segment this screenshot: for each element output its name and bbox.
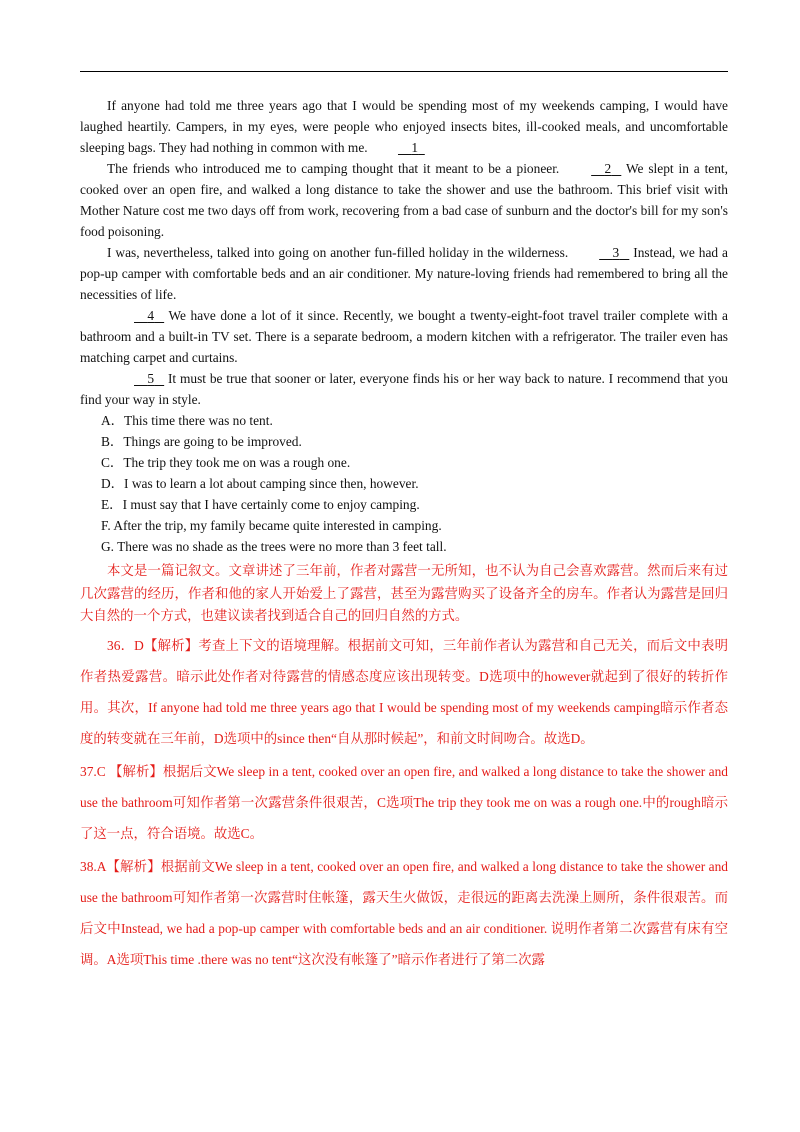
option-b: B．Things are going to be improved. [101, 434, 302, 449]
option-c: C．The trip they took me on was a rough one. [101, 455, 351, 470]
analysis-q37: 37.C 【解析】根据后文We sleep in a tent, cooked over an open fire, and walked a long distance to take the shower and use the bathroom可知作者第一次露营条件很艰苦，C选项The trip they took me on was a rough one.中的rough暗示了这一点，符合语境。故选C。 [80, 763, 728, 841]
analysis-q36: 36．D【解析】考查上下文的语境理解。根据前文可知，三年前作者认为露营和自己无关，而后文中表明作者热爱露营。暗示此处作者对待露营的情感态度应该出现转变。D选项中的however就起到了很好的转折作用。其次，If anyone had told me three years ago that I would be spending most of my weekends camping暗示作者态度的转变就在三年前，D选项中的since then“自从那时候起”，和前文时间吻合。故选D。 [80, 637, 728, 746]
analysis-q38: 38.A【解析】根据前文We sleep in a tent, cooked over an open fire, and walked a long distance to take the shower and use the bathroom可知作者第一次露营时住帐篷，露天生火做饭，走很远的距离去洗澡上厕所，条件很艰苦。而后文中Instead, we had a pop-up camper with comfortable beds and an air conditioner. 说明作者第二次露营有床有空调。A选项This time .there was no tent“这次没有帐篷了”暗示作者进行了第二次露 [80, 858, 728, 967]
blank-1: 1 [411, 140, 419, 155]
option-f: F. After the trip, my family became quite interested in camping. [101, 518, 442, 533]
blank-3: 3 [612, 245, 620, 260]
answer-analysis [80, 560, 728, 975]
header-rule [80, 71, 728, 72]
option-list [80, 410, 728, 557]
passage-text: I was, nevertheless, talked into going on another fun-filled holiday in the wilderness. [107, 245, 569, 260]
passage-paragraph-5 [80, 368, 728, 410]
passage-text: We slept in a tent, cooked over an open fire, and walked a long distance to take the shower and use the bathroom. This brief visit with Mother Nature cost me two days off from work, recovering from a bad case of sunburn and the doctor's bill for my son's food poisoning. [80, 161, 728, 239]
reading-passage [80, 95, 728, 557]
blank-4: 4 [147, 308, 155, 323]
passage-text: If anyone had told me three years ago that I would be spending most of my weekends camping, I would have laughed heartily. Campers, in my eyes, were people who enjoyed insects bites, ill-cooked meals, and uncomfortable sleeping bags. They had nothing in common with me. [80, 98, 728, 155]
passage-paragraph-2 [80, 158, 728, 242]
option-d: D．I was to learn a lot about camping since then, however. [101, 476, 419, 491]
analysis-summary: 本文是一篇记叙文。文章讲述了三年前，作者对露营一无所知，也不认为自己会喜欢露营。然而后来有过几次露营的经历，作者和他的家人开始爱上了露营，甚至为露营购买了设备齐全的房车。作者认为露营是回归大自然的一个方式，也建议读者找到适合自己的回归自然的方式。 [80, 563, 728, 623]
passage-text: It must be true that sooner or later, everyone finds his or her way back to nature. I recommend that you find your way in style. [80, 371, 728, 407]
passage-paragraph-3 [80, 242, 728, 305]
option-a: A．This time there was no tent. [101, 413, 273, 428]
option-e: E．I must say that I have certainly come to enjoy camping. [101, 497, 420, 512]
passage-text: We have done a lot of it since. Recently, we bought a twenty-eight-foot travel trailer complete with a bathroom and a built-in TV set. There is a separate bedroom, a modern kitchen with a refrigerator. The trailer even has matching carpet and curtains. [80, 308, 728, 365]
passage-text: The friends who introduced me to camping thought that it meant to be a pioneer. [107, 161, 560, 176]
blank-2: 2 [604, 161, 612, 176]
blank-5: 5 [147, 371, 155, 386]
passage-paragraph-1 [80, 95, 728, 158]
passage-text: Instead, we had a pop-up camper with comfortable beds and an air conditioner. My nature-loving friends had remembered to bring all the necessities of life. [80, 245, 728, 302]
option-g: G. There was no shade as the trees were no more than 3 feet tall. [101, 539, 447, 554]
passage-paragraph-4 [80, 305, 728, 368]
